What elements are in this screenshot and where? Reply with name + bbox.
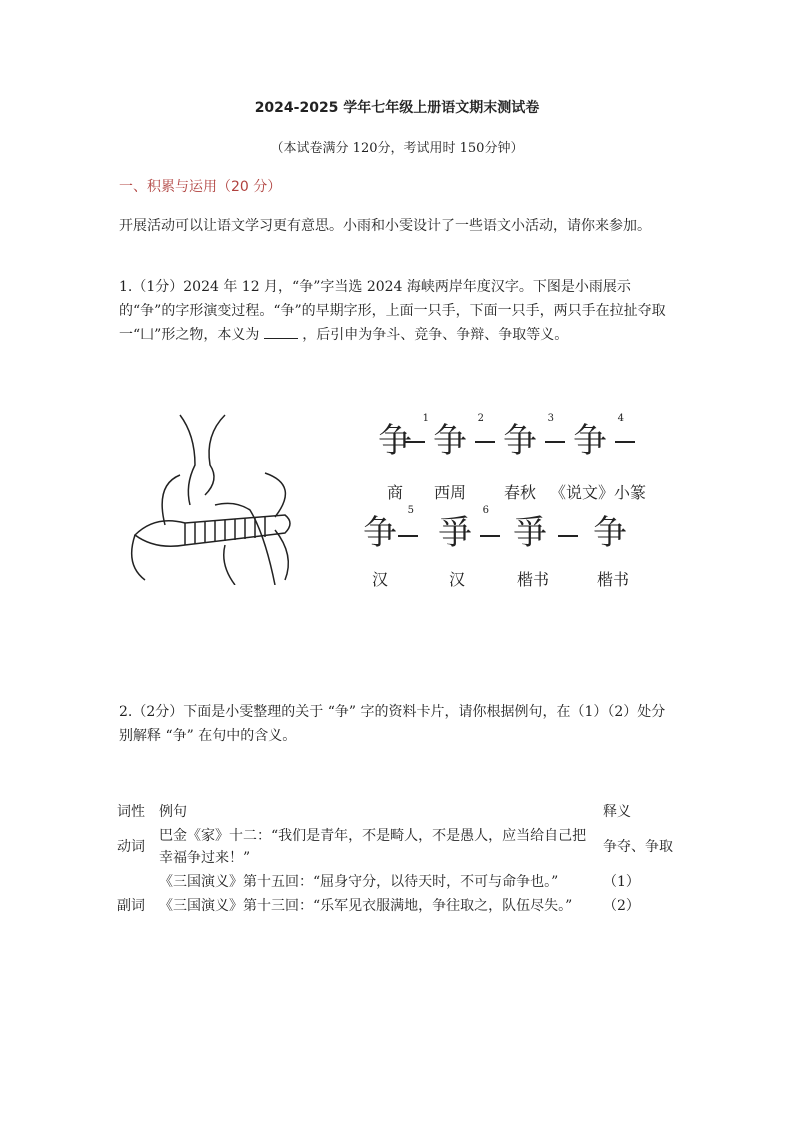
dash	[615, 441, 635, 443]
cell-example: 《三国演义》第十三回：“乐军见衣服满地，争往取之，队伍尽失。”	[159, 898, 573, 914]
cell-pos	[115, 870, 157, 894]
dash	[398, 535, 418, 537]
glyph-kaishu-2: 争	[593, 513, 627, 553]
glyph-chunqiu: 争 3	[503, 413, 554, 461]
glyph-xizhou: 争 2	[433, 413, 484, 461]
cell-pos: 副词	[117, 898, 145, 914]
section-heading: 一、积累与运用（20 分）	[119, 179, 282, 195]
caption-kaishu-1: 楷书	[516, 570, 549, 589]
info-card-table	[115, 800, 683, 918]
table-header-row	[115, 800, 683, 824]
dash	[480, 535, 500, 537]
cell-meaning-blank-2[interactable]: （2）	[603, 898, 640, 914]
caption-han-1: 汉	[371, 570, 388, 589]
glyph-kaishu-1: 爭	[513, 513, 547, 553]
cell-example: 巴金《家》十二：“我们是青年，不是畸人，不是愚人，应当给自己把幸福争过来！”	[159, 828, 587, 866]
question-1-text: 1.（1分）2024 年 12 月，“争”字当选 2024 海峡两岸年度汉字。下图是小雨展示的“争”的字形演变过程。“争”的早期字形，上面一只手，下面一只手，两只手在拉扯夺取一“凵”形之物，本义为	[119, 279, 666, 343]
answer-blank[interactable]	[264, 324, 298, 339]
character-evolution-figure	[125, 405, 665, 605]
table-row	[115, 824, 683, 870]
cell-example: 《三国演义》第十五回：“屈身守分，以待天时，不可与命争也。”	[159, 874, 559, 890]
caption-chunqiu: 春秋	[503, 483, 536, 502]
dash	[558, 535, 578, 537]
glyph-han-1: 争 5	[363, 505, 414, 553]
cell-meaning-blank-1[interactable]: （1）	[603, 874, 640, 890]
question-1	[119, 275, 679, 347]
caption-xiaozhuan: 《说文》小篆	[549, 483, 646, 502]
cell-meaning: 争夺、争取	[603, 839, 673, 855]
caption-kaishu-2: 楷书	[596, 570, 629, 589]
header-meaning: 释义	[603, 804, 631, 820]
question-2: 2.（2分）下面是小雯整理的关于 “争” 字的资料卡片，请你根据例句，在（1）（2）处分别解释 “争” 在句中的含义。	[119, 704, 666, 744]
header-example: 例句	[159, 804, 187, 820]
exam-title: 2024-2025 学年七年级上册语文期末测试卷	[254, 100, 540, 116]
table-row	[115, 894, 683, 918]
header-pos: 词性	[117, 804, 145, 820]
caption-han-2: 汉	[448, 570, 465, 589]
caption-shang: 商	[386, 483, 403, 502]
exam-subtitle: （本试卷满分 120分，考试用时 150分钟）	[270, 141, 524, 156]
table-row	[115, 870, 683, 894]
ox-horn-illustration	[125, 405, 305, 585]
glyph-shang: 争 1	[378, 413, 429, 461]
glyph-xiaozhuan: 争 4	[573, 413, 624, 461]
glyph-row-1	[365, 413, 665, 463]
caption-xizhou: 西周	[433, 483, 466, 502]
glyph-row-2	[350, 505, 660, 555]
glyph-han-2: 爭 6	[438, 505, 489, 553]
cell-pos: 动词	[117, 839, 145, 855]
intro-paragraph: 开展活动可以让语文学习更有意思。小雨和小雯设计了一些语文小活动，请你来参加。	[119, 218, 651, 234]
question-1-text-end: ，后引申为争斗、竞争、争辩、争取等义。	[297, 327, 569, 343]
